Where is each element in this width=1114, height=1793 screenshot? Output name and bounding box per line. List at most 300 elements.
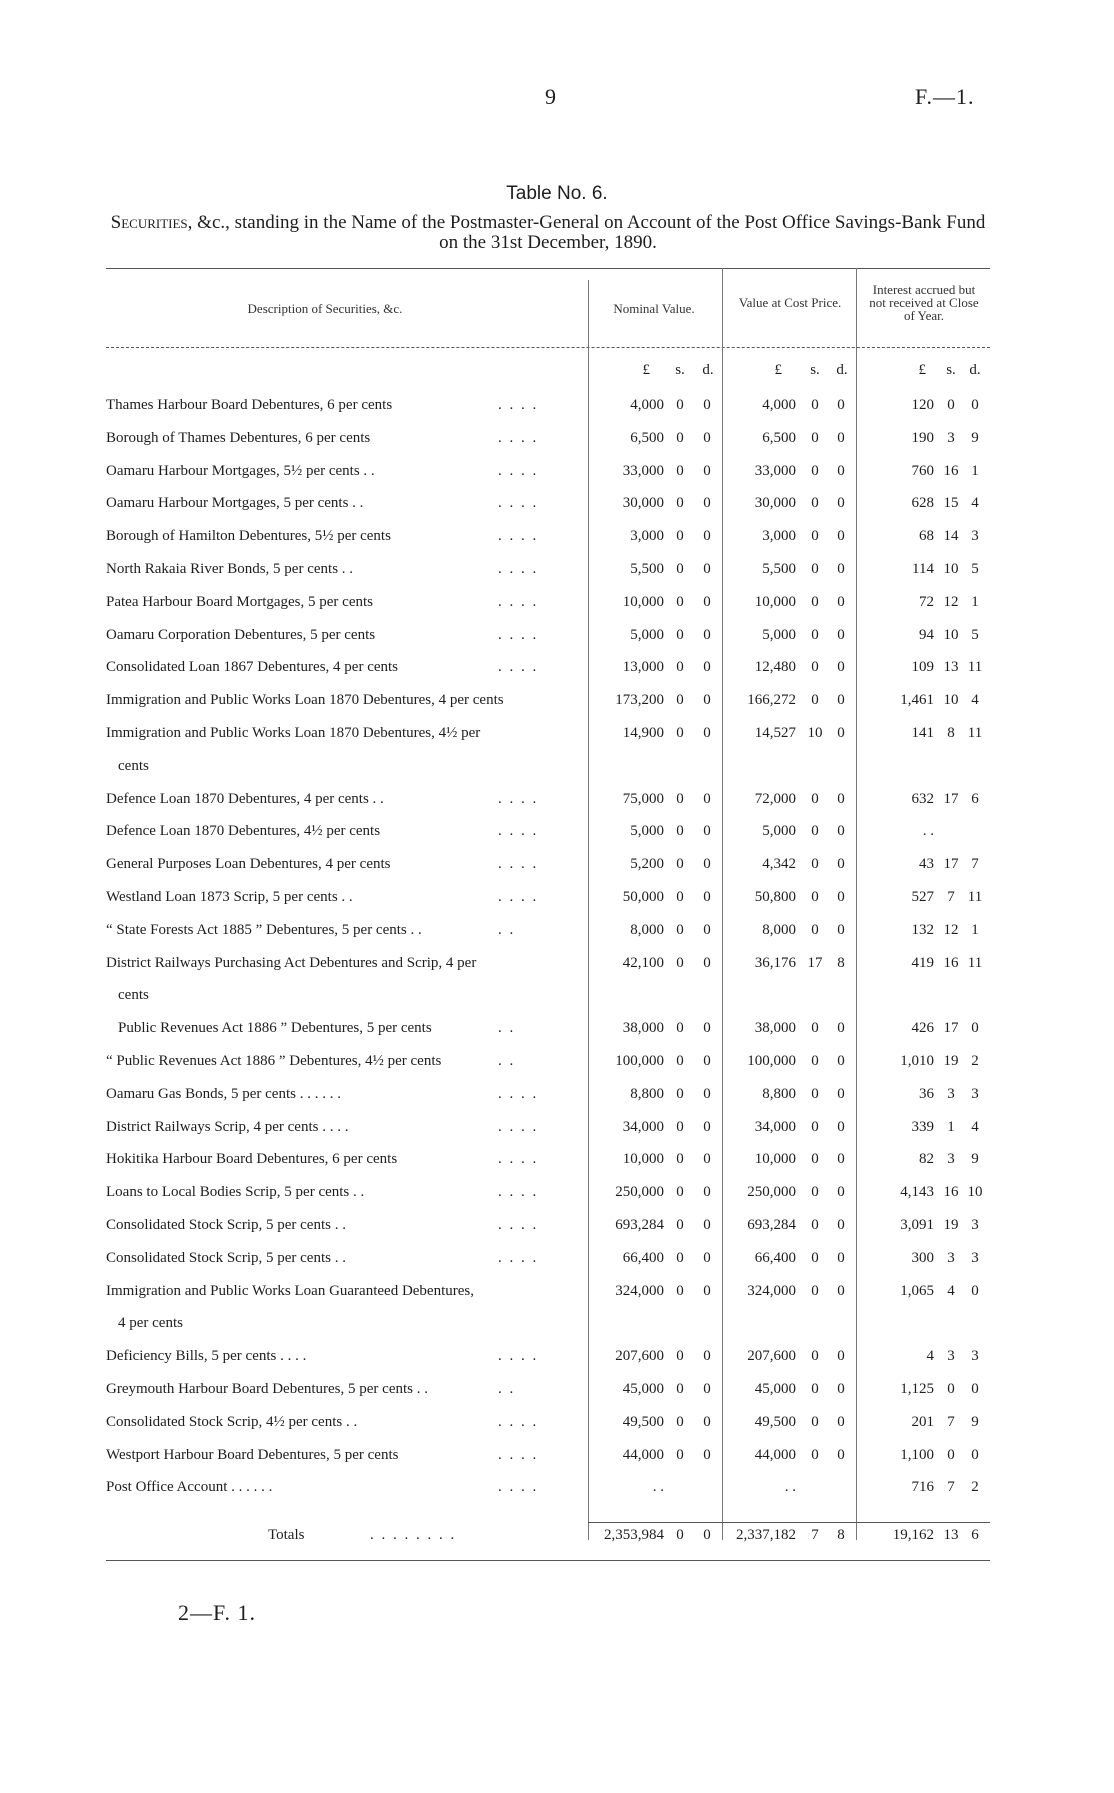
cost-shillings-cell: 0 [811,1446,819,1463]
interest-pounds-cell: 1,010 [900,1053,934,1069]
nominal-shillings-cell: 0 [676,1249,684,1266]
table-row [0,495,1114,525]
cost-pence-cell: 0 [837,1413,845,1430]
cost-pounds-cell: 693,284 [747,1217,796,1233]
nominal-pounds-cell: 42,100 [622,954,664,971]
leader-dots: . . . . [498,1118,539,1135]
nominal-pence-cell: 0 [703,954,711,971]
table-row [0,659,1114,689]
security-description: Oamaru Harbour Mortgages, 5½ per cents . . [106,462,375,479]
security-description: cents [118,757,149,774]
subtitle-rest: , &c., standing in the Name of the Postmaster-General on Account of the Post Office Savings-Bank Fund on the 31st December, 1890. [187,212,986,253]
interest-shillings-cell: 17 [943,790,959,807]
nominal-pence-cell: 0 [703,528,711,545]
header-top-rule [106,268,990,269]
interest-pence-cell: 11 [967,954,983,971]
interest-pounds-cell: 141 [911,725,934,741]
nominal-pence-cell: 0 [703,462,711,479]
nominal-pence-cell: 0 [703,1381,711,1397]
leader-dots: . . . . [498,495,539,512]
nominal-pounds-cell: 13,000 [622,659,664,676]
nominal-shillings-cell: 0 [676,1282,684,1299]
nominal-shillings-cell: 0 [676,823,684,840]
nominal-pence-cell: 0 [703,1249,711,1266]
interest-shillings-cell: 3 [947,1348,955,1365]
interest-shillings-cell: 8 [947,725,955,741]
table-row [0,1250,1114,1280]
table-row [0,692,1114,722]
leader-dots: . . . . [498,528,539,545]
nominal-shillings-cell: 0 [676,1446,684,1463]
cost-pence-cell: 0 [837,462,845,479]
cost-shillings-cell: 0 [811,1085,819,1102]
nominal-pounds-cell: 34,000 [622,1118,664,1135]
security-description: Immigration and Public Works Loan 1870 Debentures, 4 per cents [106,692,504,709]
table-row [0,823,1114,853]
cost-shillings-cell: 0 [811,1249,819,1266]
cost-pence-cell: 0 [837,1381,845,1397]
interest-pence-cell: 5 [971,561,979,577]
interest-pence-cell: 0 [971,397,979,413]
interest-pounds-cell: 3,091 [900,1217,934,1233]
security-description: Oamaru Corporation Debentures, 5 per cents [106,626,376,643]
cost-shillings-cell: 0 [811,626,819,643]
leader-dots: . . . . [498,626,539,643]
cost-shillings-cell: 0 [811,1348,819,1365]
cost-pounds-cell: 45,000 [754,1381,796,1397]
cost-pounds-cell: 36,176 [754,954,796,971]
security-description: Greymouth Harbour Board Debentures, 5 per cents . . [106,1381,428,1397]
totals-interest-shillings: 13 [943,1527,959,1543]
security-description: North Rakaia River Bonds, 5 per cents . . [106,561,354,577]
totals-cost-shillings: 7 [811,1527,819,1543]
cost-pence-cell: 0 [837,593,845,610]
totals-interest-pounds: 19,162 [892,1527,934,1543]
cost-shillings-cell: 17 [807,954,823,971]
nominal-shillings-cell: 0 [676,1413,684,1430]
cost-pence-cell: 0 [837,856,845,873]
cost-pence-cell: 0 [837,626,845,643]
security-description: Westland Loan 1873 Scrip, 5 per cents . . [106,889,353,905]
leader-dots: . . . . [498,856,539,873]
interest-pence-cell: 11 [967,659,983,676]
nominal-pence-cell: 0 [703,1184,711,1201]
nominal-shillings-cell: 0 [676,1085,684,1102]
interest-pounds-cell: 94 [919,626,934,643]
unit-pence-interest: d. [969,362,981,378]
interest-pounds-cell: 132 [911,921,934,938]
unit-pounds-cost: £ [774,362,782,378]
interest-pence-cell: 0 [971,1282,979,1299]
cost-pounds-cell: 5,000 [762,626,796,643]
leader-dots: . . [498,1381,516,1397]
cost-shillings-cell: 0 [811,1381,819,1397]
nominal-pounds-cell: 4,000 [630,397,664,413]
interest-shillings-cell: 10 [943,626,959,643]
interest-shillings-cell: 10 [943,692,959,709]
nominal-shillings-cell: 0 [676,561,684,577]
cost-shillings-cell: 0 [811,1151,819,1168]
nominal-pence-cell: 0 [703,1446,711,1463]
nominal-shillings-cell: 0 [676,1348,684,1365]
cost-shillings-cell: 0 [811,921,819,938]
cost-shillings-cell: 0 [811,790,819,807]
cost-shillings-cell: 0 [811,1217,819,1233]
interest-pounds-cell: 68 [919,528,934,545]
totals-nominal-pence: 0 [703,1527,711,1543]
leader-dots: . . . . [498,1085,539,1102]
cost-pounds-cell: 66,400 [754,1249,796,1266]
nominal-pounds-cell: 207,600 [615,1348,664,1365]
table-row [0,725,1114,755]
interest-pounds-cell: 4 [926,1348,934,1365]
interest-shillings-cell: 16 [943,1184,959,1201]
cost-pounds-cell: 38,000 [754,1020,796,1037]
nominal-shillings-cell: 0 [676,790,684,807]
nominal-pounds-cell: 3,000 [630,528,664,545]
table-row [0,1283,1114,1313]
nominal-pounds-cell: 50,000 [622,889,664,905]
nominal-pence-cell: 0 [703,1053,711,1069]
interest-shillings-cell: 12 [943,593,959,610]
cost-pence-cell: 0 [837,790,845,807]
nominal-pence-cell: 0 [703,1348,711,1365]
table-row [0,758,1114,788]
cost-pence-cell: 0 [837,823,845,840]
leader-dots: . . . . [498,593,539,610]
interest-shillings-cell: 16 [943,954,959,971]
security-description: Patea Harbour Board Mortgages, 5 per cents [106,593,373,610]
interest-pence-cell: 4 [971,495,979,512]
cost-pence-cell: 0 [837,561,845,577]
cost-pounds-cell: 4,000 [762,397,796,413]
nominal-shillings-cell: 0 [676,397,684,413]
cost-pounds-cell: 166,272 [747,692,796,709]
interest-pounds-cell: 760 [911,462,934,479]
cost-shillings-cell: 0 [811,889,819,905]
interest-pence-cell: 3 [971,528,979,545]
nominal-pounds-cell: 173,200 [615,692,664,709]
totals-cost-pence: 8 [837,1527,845,1543]
document-code: F.—1. [915,84,975,109]
cost-pounds-cell: 8,800 [762,1085,796,1102]
nominal-pounds-cell: 10,000 [622,593,664,610]
interest-pence-cell: 9 [971,1413,979,1430]
nominal-pence-cell: 0 [703,692,711,709]
interest-shillings-cell: 7 [947,1413,955,1430]
cost-pence-cell: 0 [837,1217,845,1233]
security-description: Defence Loan 1870 Debentures, 4 per cents . . [106,790,384,807]
interest-shillings-cell: 15 [943,495,959,512]
interest-shillings-cell: 17 [943,1020,959,1037]
table-row [0,1119,1114,1149]
interest-pence-cell: 1 [971,593,979,610]
cost-shillings-cell: 0 [811,495,819,512]
cost-pence-cell: 0 [837,889,845,905]
table-title: Table No. 6. [506,183,608,204]
nominal-pounds-cell: 33,000 [622,462,664,479]
interest-pounds-cell: 43 [919,856,934,873]
table-row [0,594,1114,624]
interest-pence-cell: 0 [971,1020,979,1037]
cost-shillings-cell: 0 [811,856,819,873]
nominal-pence-cell: 0 [703,561,711,577]
cost-shillings-cell: 0 [811,429,819,446]
nominal-pence-cell: 0 [703,1413,711,1430]
security-description: Consolidated Stock Scrip, 5 per cents . . [106,1249,346,1266]
cost-pounds-cell: 6,500 [762,429,796,446]
nominal-pounds-cell: 14,900 [622,725,664,741]
table-row [0,1479,1114,1509]
nominal-pence-cell: 0 [703,429,711,446]
nominal-pence-cell: 0 [703,397,711,413]
nominal-pounds-cell: 5,200 [630,856,664,873]
totals-cost-pounds: 2,337,182 [736,1527,796,1543]
interest-pounds-cell: 716 [911,1479,934,1496]
totals-nominal-pounds: 2,353,984 [604,1527,664,1543]
nominal-pence-cell: 0 [703,725,711,741]
cost-shillings-cell: 0 [811,1118,819,1135]
cost-pounds-cell: 30,000 [754,495,796,512]
interest-pounds-cell: 300 [911,1249,934,1266]
nominal-pounds-cell: 5,000 [630,823,664,840]
table-subtitle [106,213,990,253]
table-row [0,1315,1114,1345]
security-description: “ Public Revenues Act 1886 ” Debentures, 4½ per cents [106,1053,442,1069]
header-bottom-rule [106,347,990,348]
unit-pence-cost: d. [836,362,848,378]
leader-dots: . . . . [498,429,539,446]
interest-pounds-cell: 339 [911,1118,934,1135]
cost-shillings-cell: 0 [811,692,819,709]
interest-pence-cell: 3 [971,1085,979,1102]
unit-pence-nominal: d. [702,362,714,378]
security-description: Post Office Account . . . . . . [106,1479,273,1496]
cost-pence-cell: 0 [837,692,845,709]
interest-pounds-cell: 628 [911,495,934,512]
table-row [0,627,1114,657]
nominal-pence-cell: 0 [703,1085,711,1102]
security-description: General Purposes Loan Debentures, 4 per cents [106,856,391,873]
table-bottom-rule [106,1560,990,1561]
cost-pounds-cell: 10,000 [754,1151,796,1168]
interest-pence-cell: 1 [971,462,979,479]
cost-pence-cell: 0 [837,1020,845,1037]
security-description: Defence Loan 1870 Debentures, 4½ per cents [106,823,381,840]
cost-pounds-cell: 34,000 [754,1118,796,1135]
nominal-pence-cell: 0 [703,1217,711,1233]
interest-shillings-cell: 19 [943,1053,959,1069]
interest-pence-cell: 9 [971,1151,979,1168]
column-header-description: Description of Securities, &c. [247,301,403,316]
interest-pence-cell: 3 [971,1348,979,1365]
cost-pounds-cell: 207,600 [747,1348,796,1365]
interest-shillings-cell: 17 [943,856,959,873]
interest-pence-cell: 0 [971,1446,979,1463]
nominal-shillings-cell: 0 [676,1151,684,1168]
security-description: Consolidated Loan 1867 Debentures, 4 per cents [106,659,399,676]
nominal-shillings-cell: 0 [676,593,684,610]
nominal-pence-cell: 0 [703,790,711,807]
leader-dots: . . [498,1020,516,1037]
security-description: Hokitika Harbour Board Debentures, 6 per cents [106,1151,398,1168]
security-description: cents [118,987,149,1004]
nominal-pence-cell: 0 [703,1020,711,1037]
cost-pence-cell: 0 [837,397,845,413]
leader-dots: . . . . [498,1348,539,1365]
nominal-pounds-cell: 44,000 [622,1446,664,1463]
unit-shillings-interest: s. [946,362,956,378]
cost-pence-cell: 0 [837,725,845,741]
column-header-nominal: Nominal Value. [613,301,695,316]
table-row [0,987,1114,1017]
cost-pounds-cell: 3,000 [762,528,796,545]
cost-pounds-cell: 72,000 [754,790,796,807]
interest-shillings-cell: 10 [943,561,959,577]
table-row [0,1184,1114,1214]
table-row [0,397,1114,427]
cost-shillings-cell: 10 [807,725,823,741]
nominal-pence-cell: 0 [703,626,711,643]
nominal-pounds-cell: 693,284 [615,1217,664,1233]
cost-pence-cell: 0 [837,1118,845,1135]
table-row [0,791,1114,821]
interest-shillings-cell: 13 [943,659,959,676]
interest-pounds-cell: 419 [911,954,934,971]
security-description: “ State Forests Act 1885 ” Debentures, 5 per cents . . [106,921,422,938]
cost-shillings-cell: 0 [811,823,819,840]
column-header-interest: Interest accrued but not received at Close of Year. [869,282,979,323]
interest-pounds-cell: 4,143 [900,1184,934,1201]
security-description: Deficiency Bills, 5 per cents . . . . [106,1348,307,1365]
interest-shillings-cell: 0 [947,397,955,413]
nominal-shillings-cell: 0 [676,1118,684,1135]
interest-pounds-cell: 190 [911,429,934,446]
nominal-pence-cell: 0 [703,495,711,512]
unit-shillings-nominal: s. [675,362,685,378]
nominal-shillings-cell: 0 [676,954,684,971]
security-description: Immigration and Public Works Loan Guaranteed Debentures, [106,1282,474,1299]
nominal-pence-cell: 0 [703,889,711,905]
nominal-pounds-cell: 66,400 [622,1249,664,1266]
nominal-pounds-cell: 250,000 [615,1184,664,1201]
interest-pence-cell: 11 [967,725,983,741]
interest-shillings-cell: 12 [943,921,959,938]
interest-pence-cell: 7 [971,856,979,873]
nominal-shillings-cell: 0 [676,1381,684,1397]
interest-shillings-cell: 7 [947,1479,955,1496]
security-description: Borough of Hamilton Debentures, 5½ per cents [106,528,391,545]
nominal-shillings-cell: 0 [676,725,684,741]
nominal-pence-cell: 0 [703,593,711,610]
nominal-pence-cell: 0 [703,1151,711,1168]
leader-dots: . . . . [498,1249,539,1266]
interest-shillings-cell: 3 [947,1249,955,1266]
column-header-cost: Value at Cost Price. [738,295,842,310]
unit-pounds-interest: £ [918,362,926,378]
interest-shillings-cell: 7 [947,889,955,905]
totals-dots: . . . . . . . . [370,1527,457,1543]
security-description: Consolidated Stock Scrip, 4½ per cents . . [106,1413,358,1430]
cost-pence-cell: 0 [837,659,845,676]
table-row [0,856,1114,886]
interest-pounds-cell: 109 [911,659,934,676]
cost-shillings-cell: 0 [811,1413,819,1430]
nominal-pence-cell: 0 [703,921,711,938]
interest-pence-cell: 2 [971,1053,979,1069]
leader-dots: . . . . [498,659,539,676]
leader-dots: . . . . [498,1479,539,1496]
interest-pounds-cell: 632 [911,790,934,807]
nominal-shillings-cell: 0 [676,462,684,479]
interest-pounds-cell: 1,065 [900,1282,934,1299]
cost-pounds-cell: . . [784,1479,796,1496]
nominal-pounds-cell: 49,500 [622,1413,664,1430]
interest-pence-cell: 5 [971,626,979,643]
nominal-shillings-cell: 0 [676,659,684,676]
table-row [0,1217,1114,1247]
interest-shillings-cell: 0 [947,1446,955,1463]
nominal-pounds-cell: 75,000 [622,790,664,807]
security-description: Thames Harbour Board Debentures, 6 per cents [106,397,393,413]
interest-pence-cell: 11 [967,889,983,905]
leader-dots: . . . . [498,397,539,413]
nominal-shillings-cell: 0 [676,626,684,643]
leader-dots: . . . . [498,561,539,577]
interest-pence-cell: 4 [971,1118,979,1135]
nominal-pounds-cell: . . [652,1479,664,1496]
cost-pounds-cell: 5,500 [762,561,796,577]
cost-pence-cell: 0 [837,1348,845,1365]
interest-pounds-cell: 426 [911,1020,934,1037]
nominal-shillings-cell: 0 [676,1184,684,1201]
cost-pounds-cell: 50,800 [754,889,796,905]
leader-dots: . . . . [498,823,539,840]
leader-dots: . . . . [498,1446,539,1463]
security-description: Immigration and Public Works Loan 1870 Debentures, 4½ per [106,725,481,741]
interest-pence-cell: 1 [971,921,979,938]
cost-shillings-cell: 0 [811,659,819,676]
cost-pence-cell: 0 [837,1085,845,1102]
totals-nominal-shillings: 0 [676,1527,684,1543]
nominal-shillings-cell: 0 [676,1053,684,1069]
cost-pounds-cell: 12,480 [754,659,796,676]
security-description: Borough of Thames Debentures, 6 per cents [106,429,371,446]
cost-pounds-cell: 5,000 [762,823,796,840]
table-row [0,889,1114,919]
interest-shillings-cell: 3 [947,429,955,446]
nominal-pounds-cell: 5,000 [630,626,664,643]
interest-pounds-cell: 120 [911,397,934,413]
nominal-shillings-cell: 0 [676,495,684,512]
cost-shillings-cell: 0 [811,1282,819,1299]
table-row [0,1151,1114,1181]
totals-top-rule [588,1522,990,1523]
interest-shillings-cell: 4 [947,1282,955,1299]
interest-pounds-cell: 1,100 [900,1446,934,1463]
interest-pounds-cell: 114 [912,561,934,577]
cost-pounds-cell: 100,000 [747,1053,796,1069]
security-description: District Railways Scrip, 4 per cents . . . . [106,1118,349,1135]
nominal-pence-cell: 0 [703,823,711,840]
cost-pounds-cell: 10,000 [754,593,796,610]
unit-shillings-cost: s. [810,362,820,378]
interest-pence-cell: 2 [971,1479,979,1496]
cost-pence-cell: 0 [837,1151,845,1168]
nominal-pounds-cell: 8,000 [630,921,664,938]
table-row [0,561,1114,591]
leader-dots: . . . . [498,1151,539,1168]
